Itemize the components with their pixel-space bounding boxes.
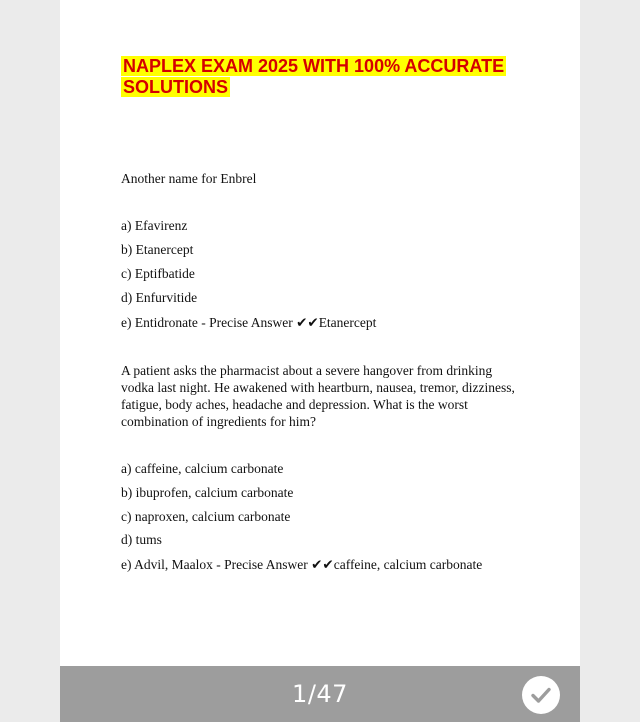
check-circle-icon[interactable] xyxy=(522,676,560,714)
question-1-option-c: c) Eptifbatide xyxy=(121,266,195,281)
title-line-1: NAPLEX EXAM 2025 WITH 100% ACCURATE xyxy=(123,56,505,76)
question-2-prompt-line-2: vodka last night. He awakened with heartburn, nausea, tremor, dizziness, xyxy=(121,380,515,395)
question-2-option-e-answer: e) Advil, Maalox - Precise Answer ✔✔caffeine, calcium carbonate xyxy=(121,557,483,572)
question-2-option-a: a) caffeine, calcium carbonate xyxy=(121,461,284,476)
question-2-option-d: d) tums xyxy=(121,532,162,547)
question-2-option-b: b) ibuprofen, calcium carbonate xyxy=(121,485,294,500)
question-2-prompt-line-3: fatigue, body aches, headache and depression. What is the worst xyxy=(121,397,468,412)
question-2-option-c: c) naproxen, calcium carbonate xyxy=(121,509,291,524)
question-2-prompt-line-1: A patient asks the pharmacist about a severe hangover from drinking xyxy=(121,363,493,378)
question-2-prompt-line-4: combination of ingredients for him? xyxy=(121,414,316,429)
question-1-prompt: Another name for Enbrel xyxy=(121,171,257,186)
document-page[interactable] xyxy=(60,0,580,666)
page-footer-bar xyxy=(60,666,580,722)
title-line-2: SOLUTIONS xyxy=(123,77,229,97)
question-1-option-b: b) Etanercept xyxy=(121,242,194,257)
question-2-prompt xyxy=(121,362,541,430)
document-title xyxy=(121,56,521,98)
question-1-option-e-answer: e) Entidronate - Precise Answer ✔✔Etanercept xyxy=(121,315,377,330)
page-counter: 1/47 xyxy=(292,680,348,708)
question-1-option-a: a) Efavirenz xyxy=(121,218,188,233)
question-1-option-d: d) Enfurvitide xyxy=(121,290,198,305)
